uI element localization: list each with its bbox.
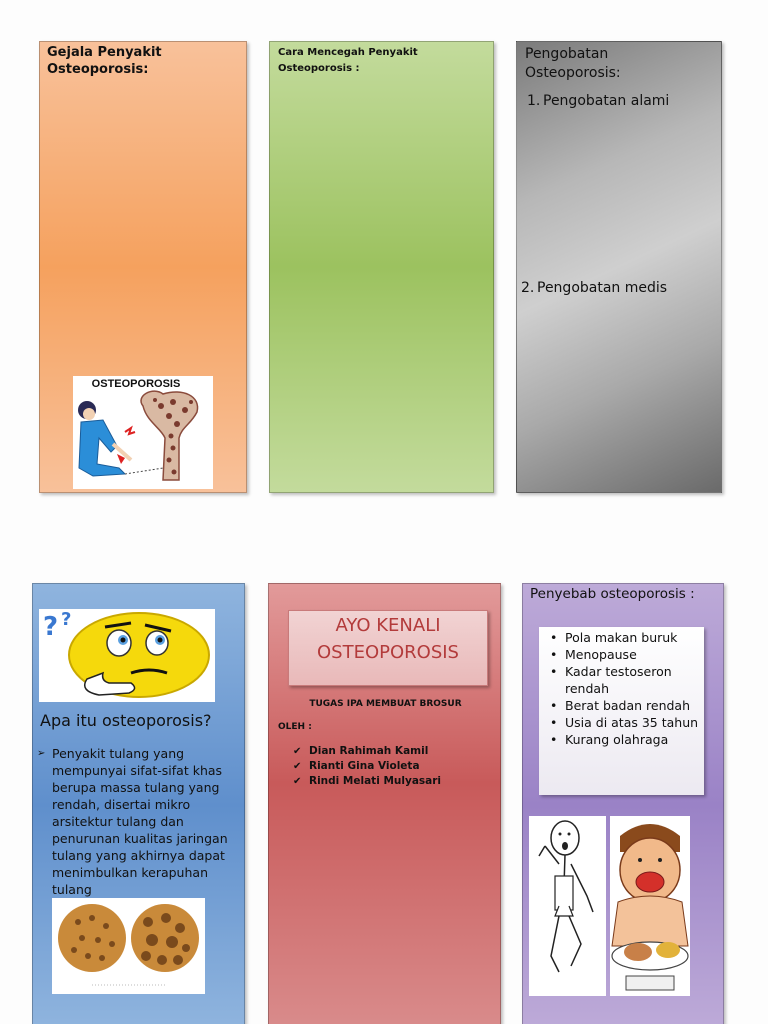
thin-person-image — [529, 816, 606, 996]
by-label: OLEH : — [278, 722, 312, 732]
thinking-smiley-image — [39, 609, 215, 702]
author-item: ✔ Dian Rahimah Kamil — [293, 745, 429, 757]
apa-itu-title: Apa itu osteoporosis? — [40, 711, 212, 730]
cover-title-box — [288, 610, 488, 686]
woman-back-pain-image — [73, 376, 213, 489]
author-item: ✔ Rianti Gina Violeta — [293, 760, 420, 772]
list-item: • Kadar testoseron rendah — [548, 663, 704, 697]
author-item: ✔ Rindi Melati Mulyasari — [293, 775, 442, 787]
checkmark-icon: ✔ — [293, 746, 302, 757]
eating-person-image — [610, 816, 690, 996]
list-item: • Usia di atas 35 tahun — [548, 714, 704, 731]
svg-text:?: ? — [43, 612, 59, 642]
checkmark-icon: ✔ — [293, 776, 302, 787]
list-item: • Kurang olahraga — [548, 731, 704, 748]
cover-title-line1: AYO KENALI — [335, 615, 441, 636]
pengobatan-title: Pengobatan Osteoporosis: — [525, 46, 621, 81]
pengobatan-item-medis: 2. Pengobatan medis — [521, 280, 668, 296]
author-list — [293, 744, 441, 789]
bone-comparison-image — [52, 898, 205, 994]
list-item: • Menopause — [548, 646, 704, 663]
panel-penyebab — [522, 583, 724, 1024]
penyebab-list-box — [539, 627, 704, 795]
panel-pengobatan — [516, 41, 722, 493]
list-item: • Berat badan rendah — [548, 697, 704, 714]
mencegah-title: Cara Mencegah Penyakit Osteoporosis : — [278, 47, 418, 74]
apa-itu-definition: ➢ Penyakit tulang yang mempunyai sifat-sifat khas berupa massa tulang yang rendah, disertai mikro arsitektur tulang dan penurunan kualitas jaringan tulang yang akhirnya dapat menimbulkan kerapuhan tulang — [37, 746, 228, 897]
panel-apa-itu — [32, 583, 245, 1024]
penyebab-title: Penyebab osteoporosis : — [530, 586, 695, 602]
cover-title-line2: OSTEOPOROSIS — [317, 642, 459, 663]
list-item: • Pola makan buruk — [548, 629, 704, 646]
image-caption: OSTEOPOROSIS — [91, 378, 181, 390]
panel-mencegah — [269, 41, 494, 493]
osteoporosis-illustration — [73, 376, 213, 489]
panel-ayo-kenali — [268, 583, 501, 1024]
svg-text:?: ? — [61, 609, 72, 630]
panel-gejala — [39, 41, 247, 493]
penyebab-list — [539, 627, 704, 748]
task-label: TUGAS IPA MEMBUAT BROSUR — [309, 699, 462, 709]
checkmark-icon: ✔ — [293, 761, 302, 772]
pengobatan-item-alami: 1. Pengobatan alami — [527, 93, 670, 109]
arrow-bullet-icon: ➢ — [37, 748, 46, 759]
gejala-title: Gejala Penyakit Osteoporosis: — [47, 45, 162, 77]
